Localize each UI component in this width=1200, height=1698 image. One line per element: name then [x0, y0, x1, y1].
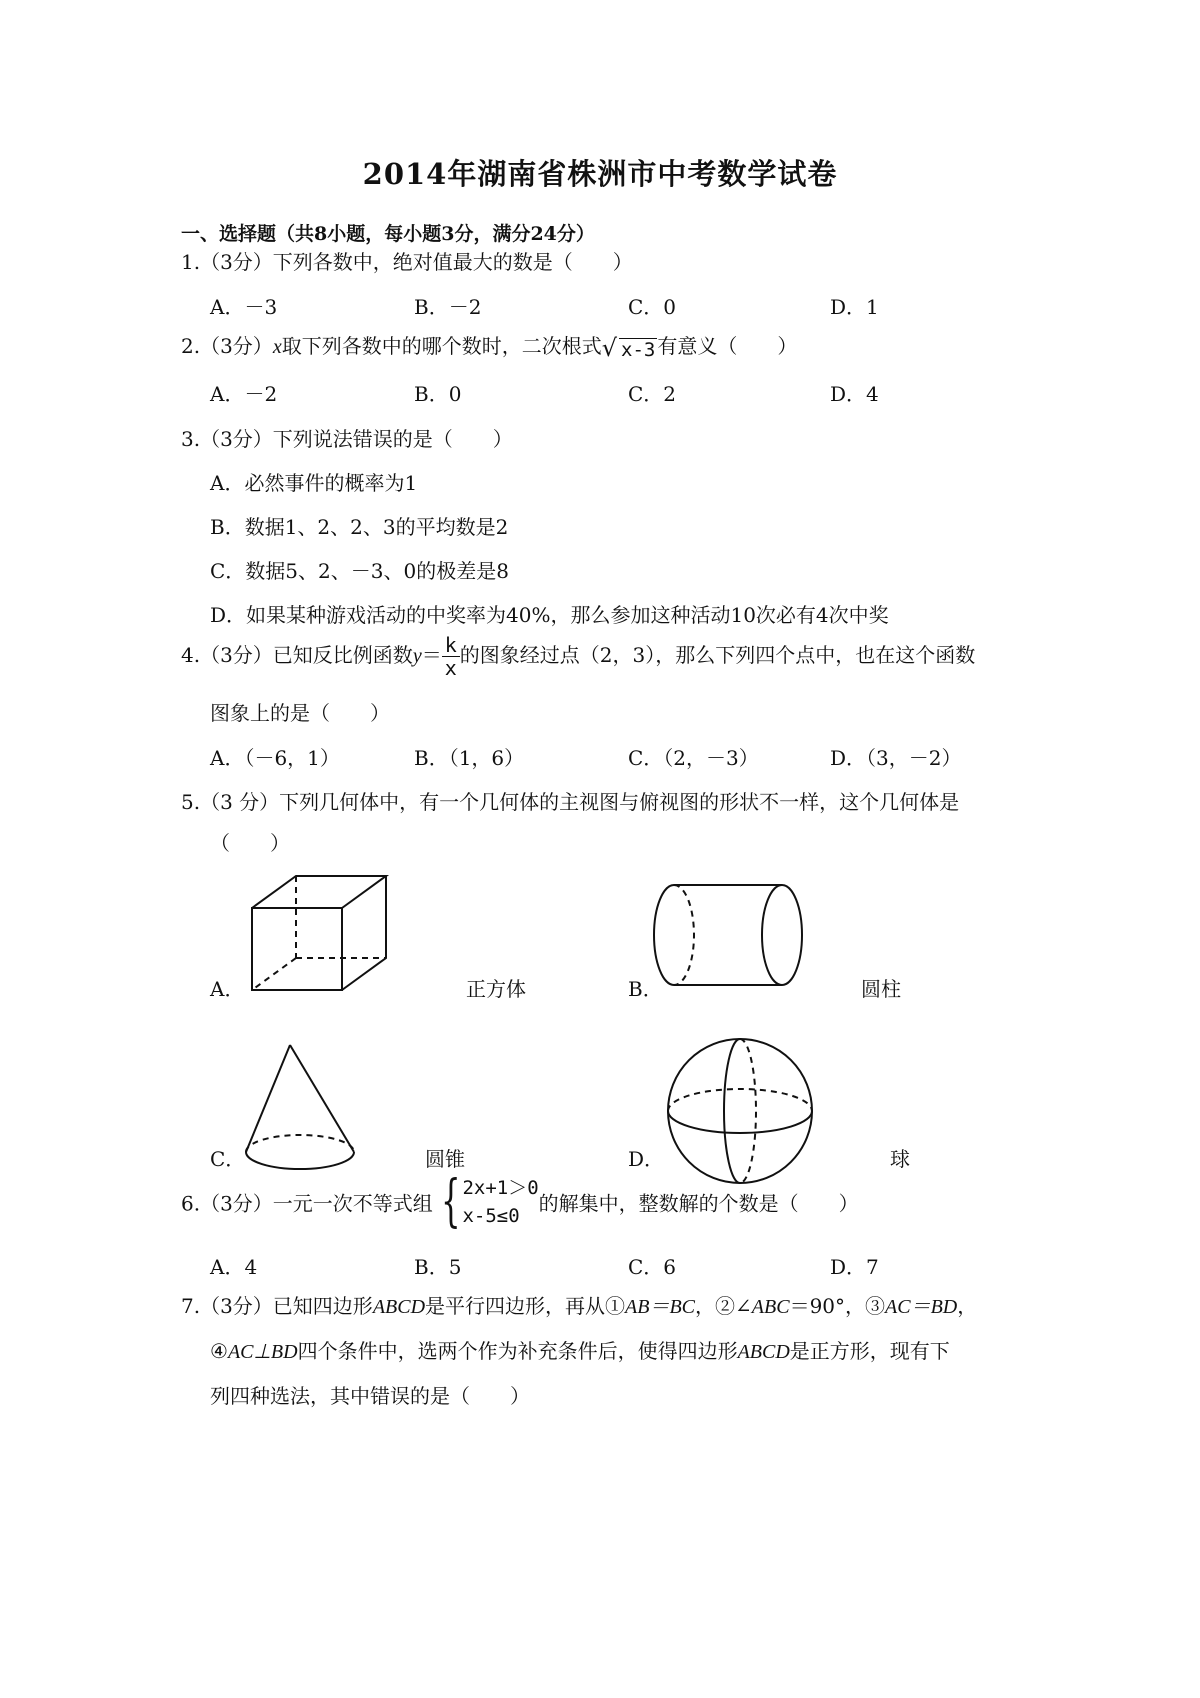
question-5-paren: （ ） [210, 831, 290, 855]
question-7-text: 7.（3分）已知四边形 [181, 1294, 373, 1318]
question-4-option-d[interactable]: D．（3，－2） [830, 746, 962, 770]
question-4-text: 4.（3分）已知反比例函数 [181, 643, 413, 667]
question-1-option-c[interactable]: C．0 [628, 295, 677, 319]
condition-2-value: ＝90°，③ [789, 1294, 886, 1318]
question-7-text: ④ [210, 1339, 228, 1363]
question-6-text: 6.（3分）一元一次不等式组 [181, 1191, 433, 1216]
question-5-option-c-name: 圆锥 [425, 1147, 465, 1171]
fraction-denominator: x [444, 656, 457, 680]
fraction-numerator: k [442, 634, 460, 657]
question-3-option-a[interactable]: A．必然事件的概率为1 [210, 471, 418, 495]
inequality-1: 2x+1＞0 [462, 1177, 539, 1199]
sphere-meridian-back [740, 1039, 756, 1183]
condition-4: AC⊥BD [227, 1341, 298, 1363]
question-6-text-end: 的解集中，整数解的个数是（ ） [538, 1191, 859, 1216]
question-7-text: ， [957, 1294, 978, 1318]
question-4-stem [181, 634, 975, 679]
cylinder-right-base [762, 885, 802, 985]
question-6-option-d[interactable]: D．7 [830, 1255, 879, 1279]
condition-3: AC＝BD [885, 1296, 958, 1318]
left-brace-icon: { [440, 1169, 461, 1234]
question-7-text: 是正方形，现有下 [789, 1339, 950, 1363]
cylinder-figure [660, 878, 810, 998]
sphere-figure [664, 1035, 824, 1190]
question-2-option-a[interactable]: A．－2 [210, 382, 278, 406]
section-heading: 一、选择题（共8小题，每小题3分，满分24分） [181, 223, 595, 245]
question-7-line-3: 列四种选法，其中错误的是（ ） [210, 1384, 530, 1408]
question-5-option-d[interactable]: D． [628, 1147, 665, 1171]
cone-figure [240, 1040, 370, 1180]
cone-left-edge [246, 1045, 290, 1152]
question-7-line-1 [181, 1290, 977, 1319]
question-4-stem-line2: 图象上的是（ ） [210, 701, 390, 725]
question-2-text: 取下列各数中的哪个数时，二次根式 [281, 334, 602, 358]
page-title: 2014年湖南省株洲市中考数学试卷 [362, 157, 838, 191]
sphere-equator-front [668, 1111, 812, 1133]
question-6-option-a[interactable]: A．4 [210, 1255, 258, 1279]
question-7-line-2 [210, 1335, 950, 1364]
question-5-option-c[interactable]: C． [210, 1147, 246, 1171]
question-1-option-a[interactable]: A．－3 [210, 295, 278, 319]
question-5-option-d-name: 球 [890, 1147, 910, 1171]
question-2-variable: x [272, 336, 282, 358]
question-6-stem [181, 1169, 859, 1234]
question-7-text: ，②∠ [695, 1294, 752, 1318]
cylinder-left-hidden-arc [674, 885, 694, 985]
question-6-option-c[interactable]: C．6 [628, 1255, 677, 1279]
cone-base-back [246, 1135, 354, 1152]
question-7-text: 是平行四边形，再从① [425, 1294, 626, 1318]
question-5-stem: 5.（3 分）下列几何体中，有一个几何体的主视图与俯视图的形状不一样，这个几何体是 [181, 790, 960, 814]
cone-base-front [246, 1152, 354, 1169]
sqrt-symbol-icon: √ [601, 333, 617, 362]
question-4-equals: ＝ [421, 643, 442, 667]
condition-1: AB＝BC [625, 1296, 696, 1318]
question-5-option-b-name: 圆柱 [861, 977, 901, 1001]
question-3-option-b[interactable]: B．数据1、2、2、3的平均数是2 [210, 515, 509, 539]
question-5-option-a[interactable]: A． [210, 977, 245, 1001]
question-6-option-b[interactable]: B．5 [414, 1255, 462, 1279]
inequality-2: x-5≤0 [462, 1205, 520, 1227]
sphere-equator-back [668, 1089, 812, 1111]
question-2-text-end: 有意义（ ） [657, 334, 798, 358]
question-2-option-b[interactable]: B．0 [414, 382, 462, 406]
question-5-option-a-name: 正方体 [466, 977, 526, 1001]
condition-2: ABC [751, 1296, 790, 1318]
cube-figure [240, 868, 400, 998]
question-4-text-end: 的图象经过点（2，3），那么下列四个点中，也在这个函数 [459, 643, 976, 667]
question-3-option-c[interactable]: C．数据5、2、－3、0的极差是8 [210, 559, 509, 583]
question-2-number: 2.（3分） [181, 334, 273, 358]
question-4-option-a[interactable]: A．（－6，1） [210, 746, 340, 770]
inequality-system [462, 1174, 538, 1230]
question-2-stem [181, 330, 797, 362]
question-4-option-b[interactable]: B．（1，6） [414, 746, 525, 770]
question-2-option-c[interactable]: C．2 [628, 382, 677, 406]
question-5-option-b[interactable]: B． [628, 977, 663, 1001]
question-1-option-b[interactable]: B．－2 [414, 295, 482, 319]
question-1-stem: 1.（3分）下列各数中，绝对值最大的数是（ ） [181, 250, 633, 274]
question-1-option-d[interactable]: D．1 [830, 295, 879, 319]
quadrilateral-name: ABCD [372, 1296, 426, 1318]
question-3-option-d[interactable]: D．如果某种游戏活动的中奖率为40%，那么参加这种活动10次必有4次中奖 [210, 603, 889, 627]
question-2-radicand: x-3 [621, 338, 656, 361]
quadrilateral-name: ABCD [737, 1341, 790, 1363]
sphere-meridian-front [724, 1039, 740, 1183]
question-7-text: 四个条件中，选两个作为补充条件后，使得四边形 [297, 1339, 738, 1363]
question-4-fraction [442, 634, 460, 679]
question-3-stem: 3.（3分）下列说法错误的是（ ） [181, 427, 513, 451]
cube-top-face [252, 876, 386, 908]
sphere-outline [668, 1039, 812, 1183]
question-2-radical [602, 334, 658, 362]
cylinder-left-visible-arc [654, 885, 674, 985]
question-4-option-c[interactable]: C．（2，－3） [628, 746, 759, 770]
question-4-y: y [412, 645, 422, 667]
question-2-option-d[interactable]: D．4 [830, 382, 879, 406]
